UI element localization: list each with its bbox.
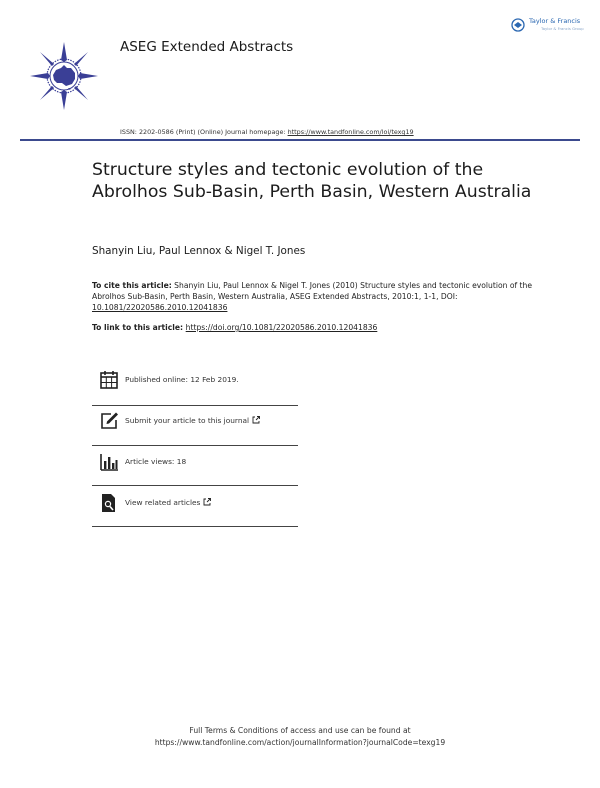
edit-icon	[99, 411, 119, 431]
submit-article-text: Submit your article to this journal	[125, 416, 250, 425]
issn-text: ISSN: 2202-0586 (Print) (Online) Journal homepage:	[120, 128, 288, 136]
article-views-row	[99, 452, 187, 472]
article-link-line	[92, 323, 377, 332]
submit-article-link[interactable]	[125, 416, 260, 425]
article-views-text: Article views: 18	[125, 457, 187, 466]
article-link[interactable]: https://doi.org/10.1081/22020586.2010.12041836	[185, 323, 378, 332]
submit-article-row[interactable]	[99, 411, 250, 431]
citation-text: Shanyin Liu, Paul Lennox & Nigel T. Jones (2010) Structure styles and tectonic evolution of the Abrolhos Sub-Basin, Perth Basin, Western Australia, ASEG Extended Abstracts, 2010:1, 1-1, DOI:	[92, 281, 533, 302]
related-articles-link[interactable]	[125, 498, 211, 507]
footer-terms-link[interactable]: https://www.tandfonline.com/action/journalInformation?journalCode=texg19	[154, 738, 446, 747]
journal-homepage-link[interactable]: https://www.tandfonline.com/loi/texg19	[287, 128, 414, 136]
article-authors: Shanyin Liu, Paul Lennox & Nigel T. Jones	[92, 245, 306, 257]
journal-name[interactable]: ASEG Extended Abstracts	[120, 39, 294, 55]
article-title: Structure styles and tectonic evolution of the Abrolhos Sub-Basin, Perth Basin, Western Australia	[92, 160, 532, 202]
published-online-text: Published online: 12 Feb 2019.	[125, 375, 239, 384]
publisher-logo[interactable]	[511, 17, 583, 37]
divider	[92, 445, 298, 446]
publisher-emblem-icon	[511, 18, 525, 32]
search-document-icon	[99, 493, 119, 513]
doi-link[interactable]: 10.1081/22020586.2010.12041836	[92, 303, 228, 313]
article-link-label: To link to this article:	[92, 323, 186, 332]
aseg-logo	[28, 40, 100, 112]
calendar-icon	[99, 370, 119, 390]
issn-line	[120, 128, 414, 136]
external-link-icon	[252, 416, 260, 424]
bar-chart-icon	[99, 452, 119, 472]
divider	[92, 485, 298, 486]
publisher-group: Taylor & Francis Group	[541, 26, 584, 31]
divider	[92, 526, 298, 527]
divider	[92, 405, 298, 406]
citation-block	[92, 280, 532, 314]
header-divider	[20, 139, 580, 141]
related-articles-row[interactable]	[99, 493, 201, 513]
footer-terms-text: Full Terms & Conditions of access and use can be found at	[189, 726, 411, 735]
related-articles-text: View related articles	[125, 498, 201, 507]
citation-label: To cite this article:	[92, 281, 172, 290]
external-link-icon	[203, 498, 211, 506]
publisher-name: Taylor & Francis	[529, 17, 581, 25]
published-online-row	[99, 370, 239, 390]
